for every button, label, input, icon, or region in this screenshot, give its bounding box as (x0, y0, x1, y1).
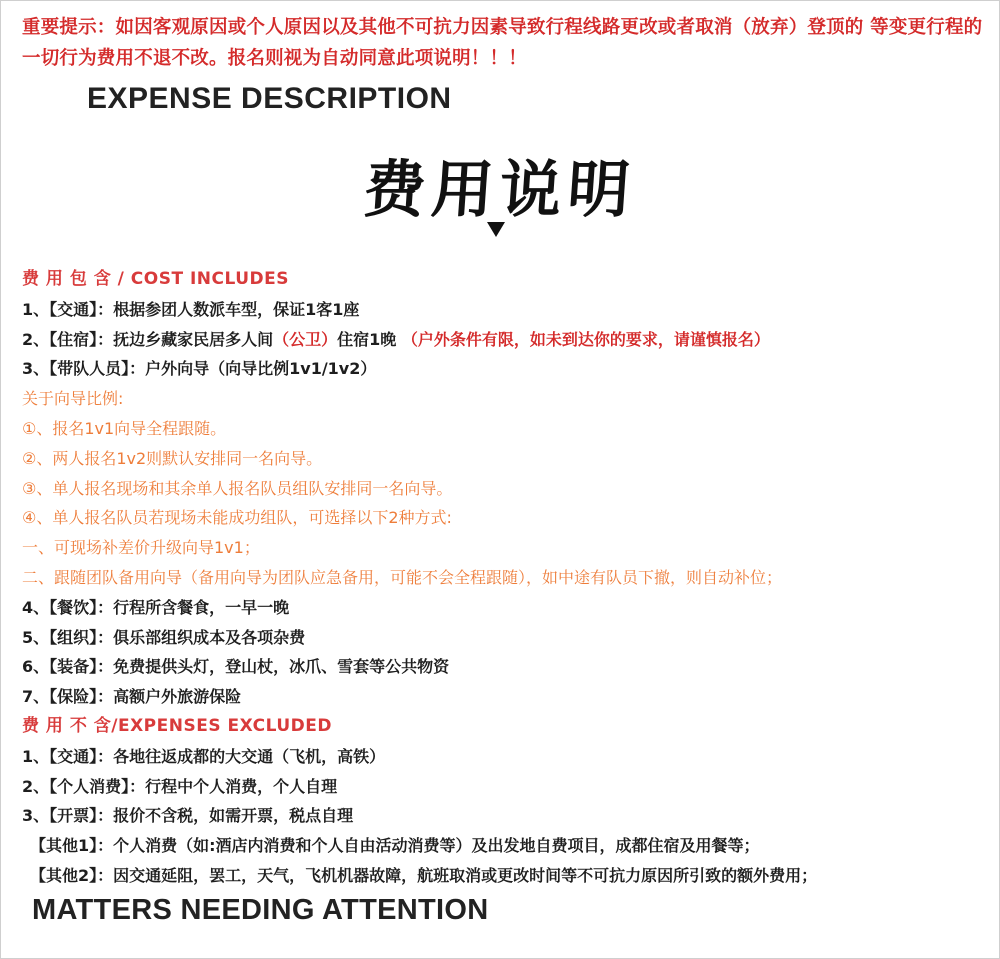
lodging-note-toilet: （公卫） (273, 329, 338, 349)
excludes-item-invoice: 3、【开票】：报价不含税，如需开票，税点自理 (22, 806, 354, 826)
includes-heading: 费 用 包 含 / COST INCLUDES (22, 269, 290, 289)
guide-ratio-title: 关于向导比例: (22, 389, 124, 409)
includes-item-lodging (22, 325, 992, 355)
excludes-item-personal: 2、【个人消费】：行程中个人消费，个人自理 (22, 776, 338, 796)
guide-rule-1: ①、报名1v1向导全程跟随。 (22, 418, 227, 438)
guide-rule-4: ④、单人报名队员若现场未能成功组队，可选择以下2种方式: (22, 508, 452, 528)
includes-item-meals: 4、【餐饮】：行程所含餐食，一早一晚 (22, 597, 290, 617)
includes-item-organization: 5、【组织】：俱乐部组织成本及各项杂费 (22, 627, 306, 647)
includes-item-transport: 1、【交通】：根据参团人数派车型，保证1客1座 (22, 299, 360, 319)
includes-item-equipment: 6、【装备】：免费提供头灯，登山杖，冰爪、雪套等公共物资 (22, 657, 450, 677)
lodging-mid: 住宿1晚 (337, 329, 402, 349)
includes-item-guide: 3、【带队人员】：户外向导（向导比例1v1/1v2） (22, 359, 377, 379)
matters-needing-attention-title: MATTERS NEEDING ATTENTION (32, 894, 489, 926)
includes-item-insurance: 7、【保险】：高额户外旅游保险 (22, 687, 242, 707)
excludes-other-1: 【其他1】：个人消费（如:酒店内消费和个人自由活动消费等）及出发地自费项目，成都住宿及用餐等； (30, 836, 760, 856)
excludes-other-2: 【其他2】：因交通延阻，罢工，天气，飞机机器故障，航班取消或更改时间等不可抗力原因所引致的额外费用； (30, 865, 818, 885)
down-arrow-icon (487, 222, 505, 237)
guide-rule-2: ②、两人报名1v2则默认安排同一名向导。 (22, 448, 323, 468)
excludes-heading: 费 用 不 含/EXPENSES EXCLUDED (22, 715, 332, 736)
cost-section (22, 265, 992, 891)
excludes-item-transport: 1、【交通】：各地往返成都的大交通（飞机，高铁） (22, 746, 386, 766)
guide-rule-3: ③、单人报名现场和其余单人报名队员组队安排同一名向导。 (22, 478, 453, 498)
lodging-text: 2、【住宿】：抚边乡藏家民居多人间 (22, 329, 274, 349)
guide-option-1: 一、可现场补差价升级向导1v1； (22, 538, 260, 558)
expense-description-title: EXPENSE DESCRIPTION (87, 82, 452, 115)
lodging-warning: （户外条件有限，如未到达你的要求，请谨慎报名） (401, 329, 770, 349)
guide-option-2: 二、跟随团队备用向导（备用向导为团队应急备用，可能不会全程跟随），如中途有队员下撤，则自动补位； (22, 567, 783, 587)
important-notice: 重要提示：如因客观原因或个人原因以及其他不可抗力因素导致行程线路更改或者取消（放弃）登顶的 等变更行程的一切行为费用不退不改。报名则视为自动同意此项说明！！！ (22, 17, 983, 69)
expense-description-cn-title: 费用说明 (361, 153, 639, 226)
